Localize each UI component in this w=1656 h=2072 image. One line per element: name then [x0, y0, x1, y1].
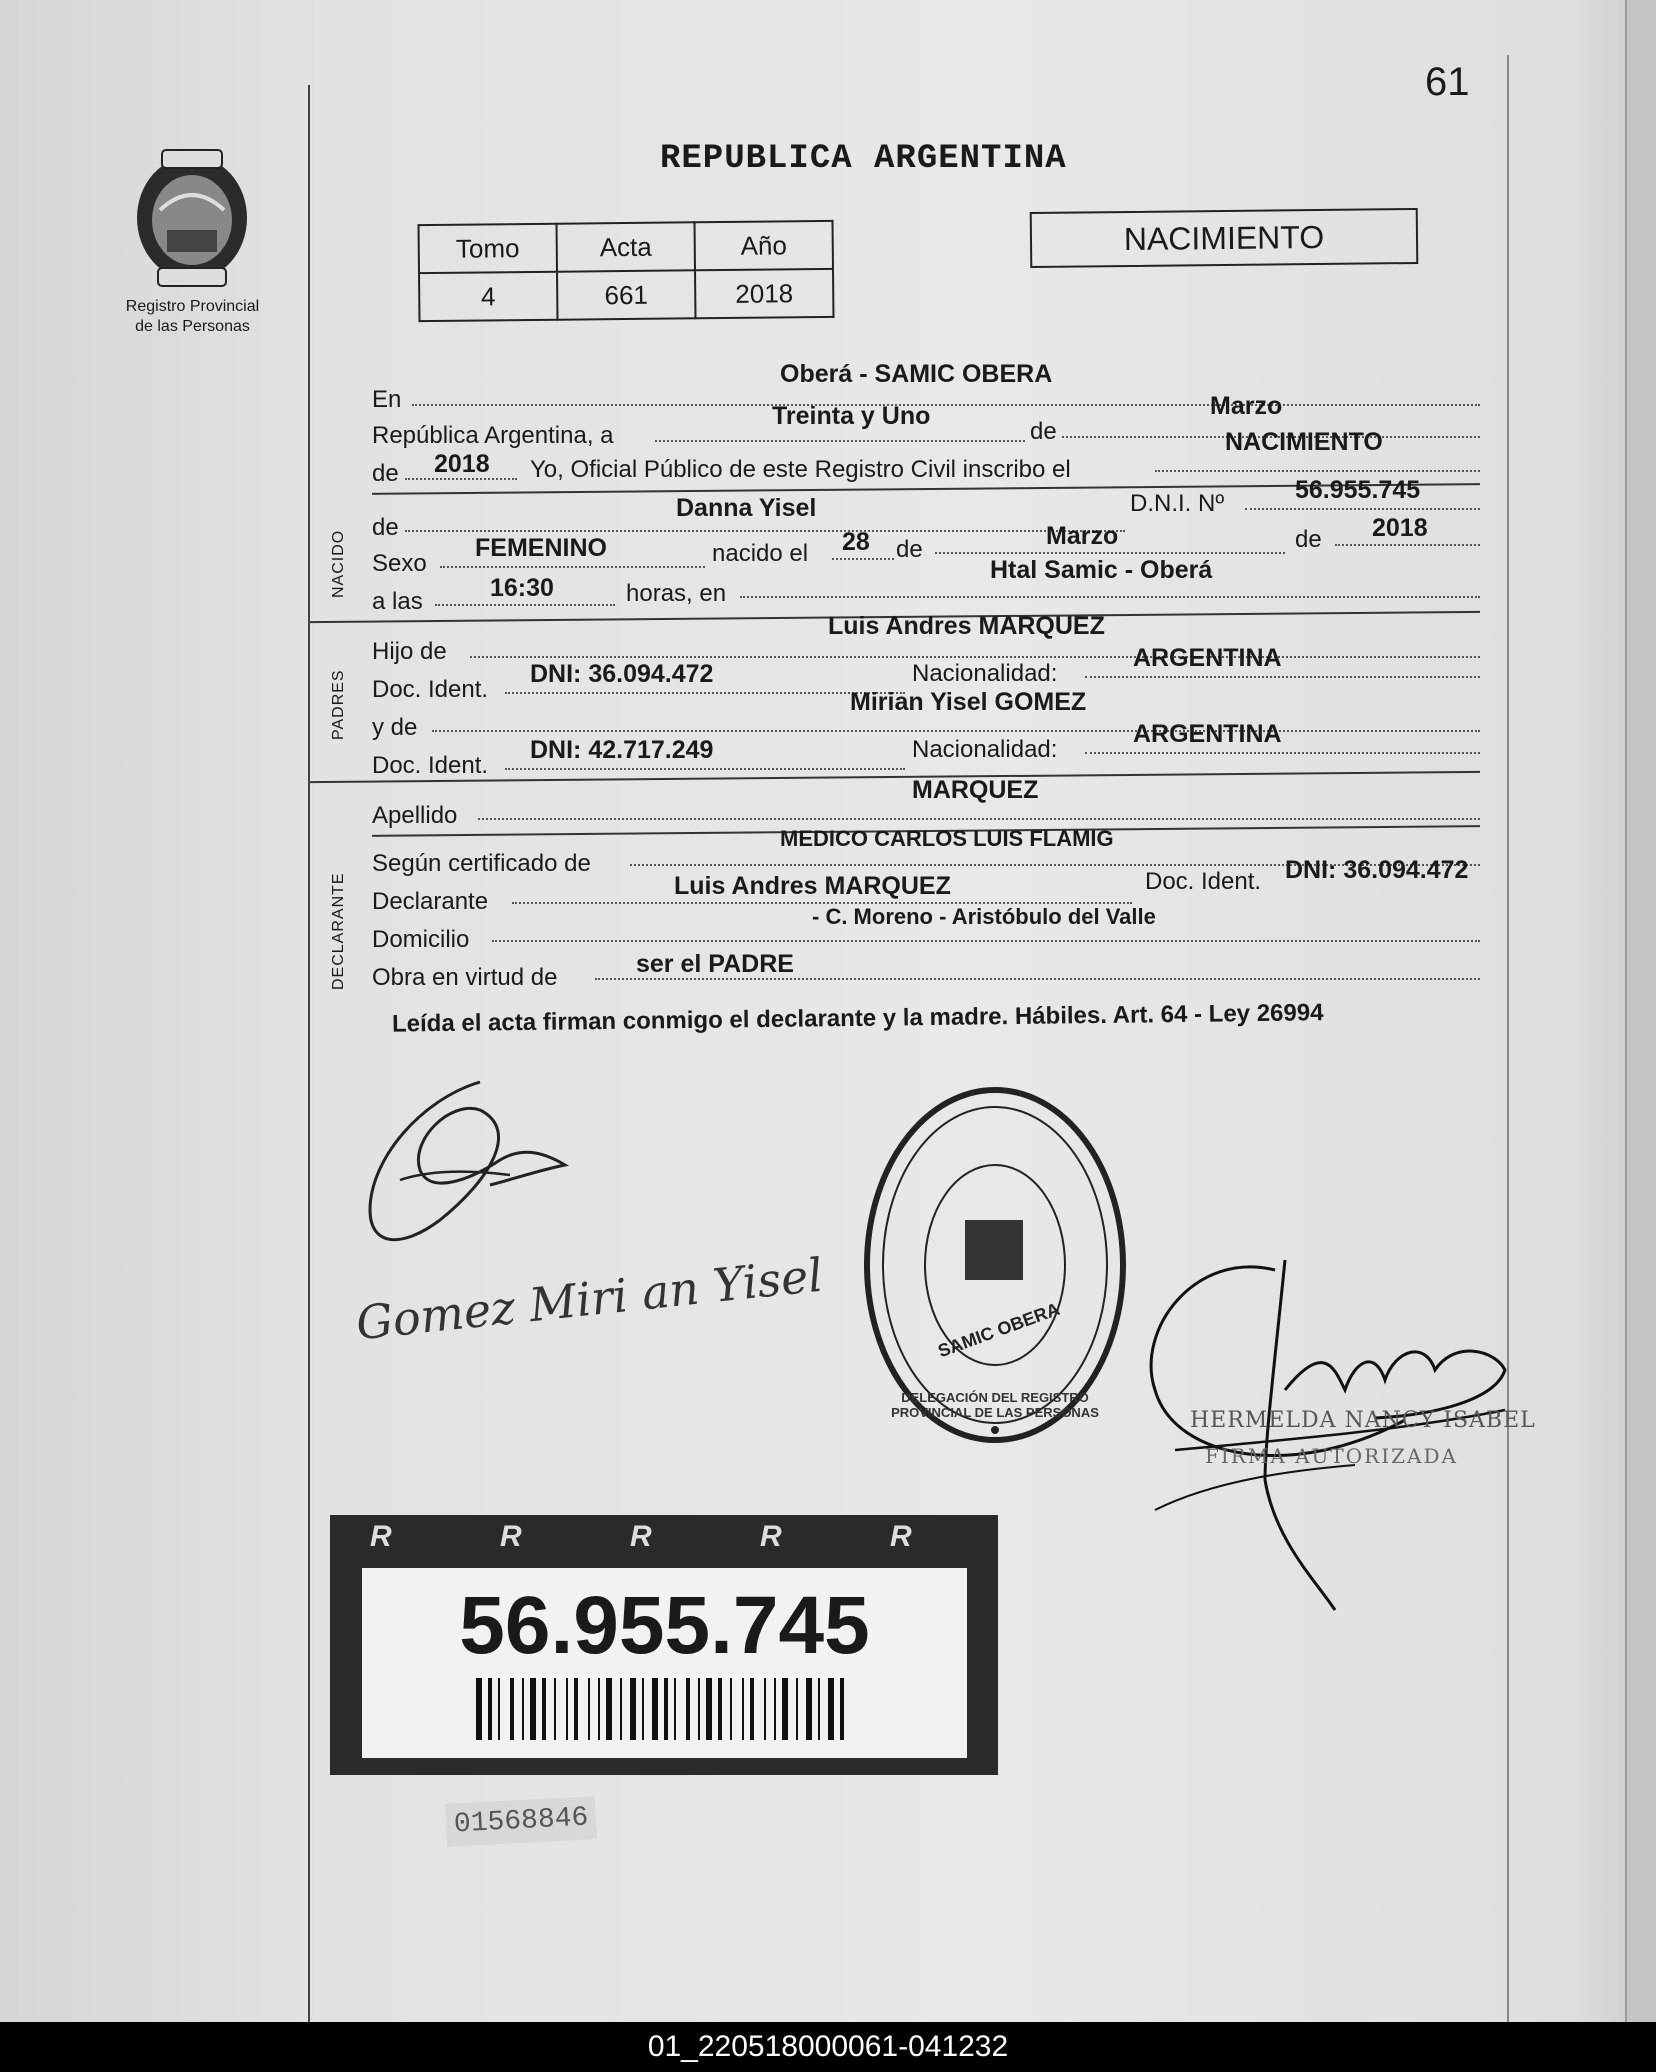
dotted-line: [655, 440, 1025, 442]
label-en: En: [372, 386, 402, 413]
dotted-line: [435, 604, 615, 606]
dotted-line: [1245, 508, 1480, 510]
declarant-doc-value: DNI: 36.094.472: [1285, 856, 1469, 884]
right-margin-line: [1507, 55, 1509, 2022]
label-hijo-de: Hijo de: [372, 638, 447, 665]
label-de: de: [372, 514, 399, 541]
label-republica: República Argentina, a: [372, 422, 614, 449]
dotted-line: [432, 730, 1480, 732]
label-doc-ident: Doc. Ident.: [372, 676, 489, 703]
dotted-line: [1155, 470, 1480, 472]
dotted-line: [405, 530, 1125, 532]
barcode-bar: [782, 1678, 788, 1740]
label-doc-ident: Doc. Ident.: [372, 752, 489, 779]
label-domicilio: Domicilio: [372, 926, 470, 953]
day-value: Treinta y Uno: [772, 402, 931, 430]
registry-caption: [100, 297, 285, 337]
dotted-line: [1085, 752, 1480, 754]
address-value: - C. Moreno - Aristóbulo del Valle: [812, 904, 1156, 929]
barcode-bar: [664, 1678, 668, 1740]
acta-value: 661: [557, 270, 695, 319]
birth-place-value: Htal Samic - Oberá: [990, 556, 1213, 584]
province-seal-logo: [112, 140, 272, 295]
mother-doc-value: DNI: 42.717.249: [530, 736, 714, 764]
sex-value: FEMENINO: [475, 534, 607, 562]
label-nacionalidad: Nacionalidad:: [912, 660, 1058, 687]
barcode-bar: [796, 1678, 798, 1740]
father-nationality-value: ARGENTINA: [1133, 644, 1282, 672]
col-tomo-header: Tomo: [419, 224, 557, 273]
label-nacido-el: nacido el: [712, 540, 809, 567]
footer-filename: 01_220518000061-041232: [0, 2022, 1656, 2072]
sticker-mark: R: [760, 1520, 782, 1553]
birth-time-value: 16:30: [490, 574, 554, 602]
birth-year-value: 2018: [1372, 514, 1428, 542]
dotted-line: [505, 692, 905, 694]
stamp-text: DELEGACIÓN DEL REGISTRO PROVINCIAL DE LAS PERSONAS: [891, 1390, 1099, 1420]
mother-signature: Gomez Miri an Yisel: [353, 1247, 826, 1351]
surname-value: MARQUEZ: [912, 776, 1039, 804]
barcode-bar: [652, 1678, 658, 1740]
dotted-line: [440, 566, 705, 568]
sticker-mark: R: [890, 1520, 912, 1553]
label-y-de: y de: [372, 714, 418, 741]
barcode-bar: [510, 1678, 514, 1740]
year-value: 2018: [434, 450, 490, 478]
sticker-mark: R: [630, 1520, 652, 1553]
barcode-bar: [598, 1678, 600, 1740]
barcode-bar: [674, 1678, 676, 1740]
label-sexo: Sexo: [372, 550, 427, 577]
sticker-mark: R: [370, 1520, 392, 1553]
label-apellido: Apellido: [372, 802, 458, 829]
dotted-line: [478, 818, 1480, 820]
tomo-value: 4: [419, 272, 557, 321]
official-caption: FIRMA AUTORIZADA: [1205, 1444, 1458, 1468]
barcode-bar: [530, 1678, 536, 1740]
label-segun-certificado: Según certificado de: [372, 850, 591, 877]
record-type-value: NACIMIENTO: [1225, 428, 1383, 456]
barcode-bar: [818, 1678, 820, 1740]
left-margin-line: [308, 85, 310, 2022]
col-acta-header: Acta: [557, 222, 695, 271]
barcode-bar: [606, 1678, 612, 1740]
label-a-las: a las: [372, 588, 423, 615]
barcode: [476, 1678, 852, 1740]
label-dni: D.N.I. Nº: [1130, 490, 1225, 517]
document-title: REPUBLICA ARGENTINA: [660, 140, 1067, 178]
barcode-bar: [686, 1678, 690, 1740]
record-type-box: NACIMIENTO: [1030, 208, 1419, 268]
dotted-line: [832, 558, 894, 560]
stamp-center-text: SAMIC OBERA: [935, 1298, 1063, 1362]
registry-caption-line2: de las Personas: [135, 318, 250, 335]
dotted-line: [412, 404, 1480, 406]
child-dni-value: 56.955.745: [1295, 476, 1421, 504]
declarant-name-value: Luis Andres MARQUEZ: [674, 872, 951, 900]
page-number: 61: [1425, 60, 1470, 104]
barcode-bar: [730, 1678, 732, 1740]
declarant-signature: [360, 1070, 590, 1270]
birth-month-value: Marzo: [1046, 522, 1119, 550]
barcode-bar: [542, 1678, 546, 1740]
anio-value: 2018: [695, 269, 833, 318]
mother-name-value: Mirian Yisel GOMEZ: [850, 688, 1087, 716]
barcode-bar: [566, 1678, 568, 1740]
label-de: de: [1295, 526, 1322, 553]
dotted-line: [505, 768, 905, 770]
barcode-bar: [630, 1678, 636, 1740]
birth-day-value: 28: [842, 528, 870, 556]
label-doc-ident: Doc. Ident.: [1145, 868, 1262, 895]
barcode-bar: [698, 1678, 700, 1740]
official-name: HERMELDA NANCY ISABEL: [1190, 1408, 1536, 1433]
dotted-line: [470, 656, 1480, 658]
col-anio-header: Año: [694, 221, 832, 270]
sticker-mark: R: [500, 1520, 522, 1553]
barcode-bar: [840, 1678, 844, 1740]
barcode-bar: [574, 1678, 578, 1740]
barcode-bar: [642, 1678, 644, 1740]
month-value: Marzo: [1210, 392, 1283, 420]
barcode-bar: [588, 1678, 590, 1740]
label-de: de: [372, 460, 399, 487]
label-obra-en-virtud: Obra en virtud de: [372, 964, 558, 991]
barcode-bar: [476, 1678, 482, 1740]
barcode-bar: [806, 1678, 812, 1740]
barcode-bar: [750, 1678, 754, 1740]
place-value: Oberá - SAMIC OBERA: [780, 360, 1053, 388]
barcode-bar: [554, 1678, 556, 1740]
sticker-number: 56.955.745: [459, 1580, 870, 1671]
label-horas-en: horas, en: [626, 580, 727, 607]
label-de: de: [1030, 418, 1057, 445]
dotted-line: [740, 596, 1480, 598]
relationship-value: ser el PADRE: [636, 950, 794, 978]
page-edge: [1625, 0, 1656, 2022]
section-label-declarante: DECLARANTE: [330, 872, 347, 990]
closing-statement: Leída el acta firman conmigo el declarante y la madre. Hábiles. Art. 64 - Ley 26994: [391, 999, 1324, 1038]
serial-number: 01568846: [445, 1796, 597, 1847]
barcode-bar: [498, 1678, 500, 1740]
dotted-line: [1085, 676, 1480, 678]
label-de: de: [896, 536, 923, 563]
dotted-line: [492, 940, 1480, 942]
barcode-bar: [522, 1678, 524, 1740]
book-reference-table: [417, 220, 834, 322]
barcode-bar: [774, 1678, 776, 1740]
barcode-bar: [742, 1678, 744, 1740]
barcode-bar: [828, 1678, 834, 1740]
section-label-nacido: NACIDO: [330, 529, 347, 598]
certificate-value: MEDICO CARLOS LUIS FLAMIG: [780, 826, 1114, 851]
father-doc-value: DNI: 36.094.472: [530, 660, 714, 688]
label-declarante: Declarante: [372, 888, 489, 915]
section-label-padres: PADRES: [330, 669, 347, 740]
dotted-line: [1335, 544, 1480, 546]
barcode-bar: [620, 1678, 622, 1740]
father-name-value: Luis Andres MARQUEZ: [828, 612, 1105, 640]
child-name-value: Danna Yisel: [676, 494, 817, 522]
dotted-line: [935, 552, 1285, 554]
barcode-bar: [706, 1678, 712, 1740]
barcode-bar: [718, 1678, 722, 1740]
barcode-bar: [488, 1678, 492, 1740]
registry-caption-line1: Registro Provincial: [125, 298, 260, 315]
label-nacionalidad: Nacionalidad:: [912, 736, 1058, 763]
mother-nationality-value: ARGENTINA: [1133, 720, 1282, 748]
barcode-bar: [764, 1678, 766, 1740]
label-yo: Yo, Oficial Público de este Registro Civil inscribo el: [530, 456, 1071, 483]
